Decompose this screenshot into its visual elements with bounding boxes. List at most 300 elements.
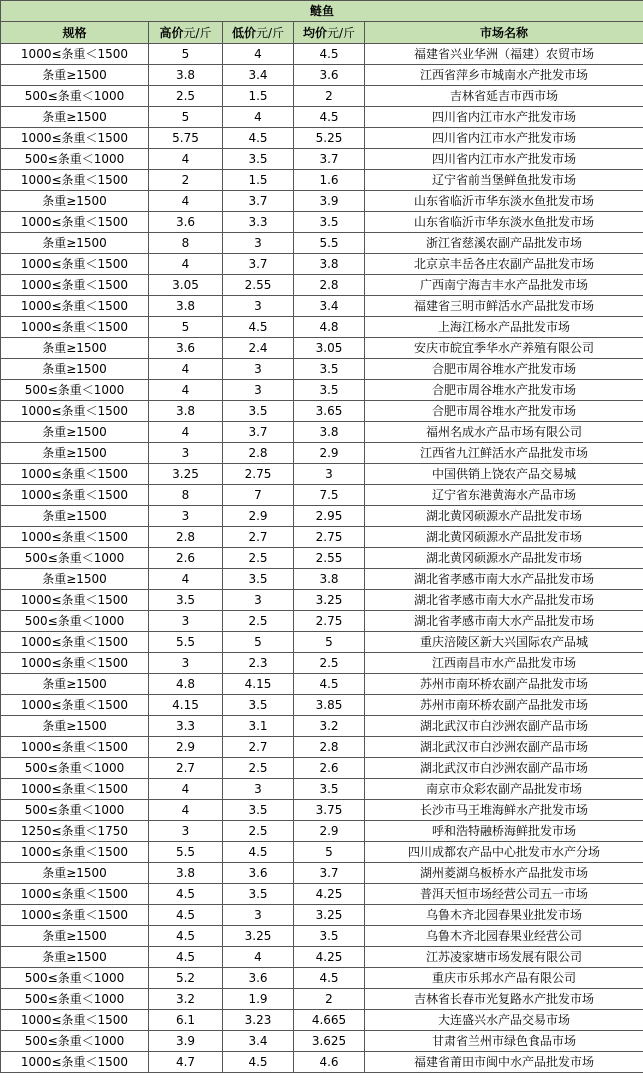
table-row bbox=[1, 632, 643, 653]
low-price-cell: 2.8 bbox=[223, 443, 294, 464]
low-price-cell: 3 bbox=[223, 905, 294, 926]
table-row bbox=[1, 1010, 643, 1031]
table-row bbox=[1, 779, 643, 800]
avg-price-cell: 2.75 bbox=[294, 611, 365, 632]
table-row bbox=[1, 401, 643, 422]
high-price-cell: 4.7 bbox=[149, 1052, 223, 1073]
low-price-cell: 3 bbox=[223, 380, 294, 401]
avg-price-cell: 3.5 bbox=[294, 380, 365, 401]
high-price-cell: 3.8 bbox=[149, 401, 223, 422]
low-price-cell: 2.4 bbox=[223, 338, 294, 359]
avg-price-cell: 4.5 bbox=[294, 674, 365, 695]
table-row bbox=[1, 611, 643, 632]
market-name-cell: 湖州菱湖乌板桥水产品批发市场 bbox=[365, 863, 643, 884]
market-name-cell: 四川省内江市水产批发市场 bbox=[365, 107, 643, 128]
avg-price-cell: 2 bbox=[294, 989, 365, 1010]
header-avg-label: 均价 bbox=[302, 25, 327, 40]
market-name-cell: 湖北省孝感市南大水产品批发市场 bbox=[365, 569, 643, 590]
high-price-cell: 4.5 bbox=[149, 884, 223, 905]
market-name-cell: 湖北黄冈硕源水产品批发市场 bbox=[365, 506, 643, 527]
market-name-cell: 山东省临沂市华东淡水鱼批发市场 bbox=[365, 191, 643, 212]
spec-cell: 条重≥1500 bbox=[1, 191, 149, 212]
table-row bbox=[1, 653, 643, 674]
table-row bbox=[1, 485, 643, 506]
market-name-cell: 安庆市皖宜季华水产养殖有限公司 bbox=[365, 338, 643, 359]
avg-price-cell: 3.05 bbox=[294, 338, 365, 359]
low-price-cell: 3.7 bbox=[223, 191, 294, 212]
low-price-cell: 2.5 bbox=[223, 611, 294, 632]
market-name-cell: 福建省兴业华洲（福建）农贸市场 bbox=[365, 44, 643, 65]
avg-price-cell: 3.75 bbox=[294, 800, 365, 821]
low-price-cell: 3.25 bbox=[223, 926, 294, 947]
avg-price-cell: 2.9 bbox=[294, 821, 365, 842]
table-row bbox=[1, 1052, 643, 1073]
avg-price-cell: 7.5 bbox=[294, 485, 365, 506]
high-price-cell: 4.8 bbox=[149, 674, 223, 695]
avg-price-cell: 2 bbox=[294, 86, 365, 107]
spec-cell: 1000≤条重＜1500 bbox=[1, 737, 149, 758]
high-price-cell: 3.8 bbox=[149, 863, 223, 884]
high-price-cell: 3.25 bbox=[149, 464, 223, 485]
spec-cell: 1000≤条重＜1500 bbox=[1, 590, 149, 611]
low-price-cell: 4 bbox=[223, 107, 294, 128]
market-name-cell: 南京市众彩农副产品批发市场 bbox=[365, 779, 643, 800]
header-high-label: 高价 bbox=[159, 25, 184, 40]
table-row bbox=[1, 86, 643, 107]
avg-price-cell: 5.25 bbox=[294, 128, 365, 149]
low-price-cell: 3.5 bbox=[223, 401, 294, 422]
avg-price-cell: 2.95 bbox=[294, 506, 365, 527]
header-avg bbox=[294, 22, 365, 44]
high-price-cell: 3.5 bbox=[149, 590, 223, 611]
spec-cell: 1000≤条重＜1500 bbox=[1, 653, 149, 674]
high-price-cell: 4.5 bbox=[149, 905, 223, 926]
table-row bbox=[1, 296, 643, 317]
table-row bbox=[1, 338, 643, 359]
spec-cell: 条重≥1500 bbox=[1, 107, 149, 128]
high-price-cell: 2.7 bbox=[149, 758, 223, 779]
market-name-cell: 中国供销上饶农产品交易城 bbox=[365, 464, 643, 485]
spec-cell: 1000≤条重＜1500 bbox=[1, 44, 149, 65]
low-price-cell: 2.75 bbox=[223, 464, 294, 485]
high-price-cell: 5 bbox=[149, 317, 223, 338]
market-name-cell: 湖北武汉市白沙洲农副产品市场 bbox=[365, 716, 643, 737]
table-row bbox=[1, 884, 643, 905]
spec-cell: 1000≤条重＜1500 bbox=[1, 884, 149, 905]
high-price-cell: 3 bbox=[149, 653, 223, 674]
avg-price-cell: 4.5 bbox=[294, 968, 365, 989]
market-name-cell: 四川省内江市水产批发市场 bbox=[365, 128, 643, 149]
avg-price-cell: 5 bbox=[294, 842, 365, 863]
table-row bbox=[1, 821, 643, 842]
table-row bbox=[1, 569, 643, 590]
market-name-cell: 辽宁省东港黄海水产品市场 bbox=[365, 485, 643, 506]
spec-cell: 500≤条重＜1000 bbox=[1, 611, 149, 632]
low-price-cell: 2.7 bbox=[223, 737, 294, 758]
market-name-cell: 湖北省孝感市南大水产品批发市场 bbox=[365, 611, 643, 632]
low-price-cell: 7 bbox=[223, 485, 294, 506]
table-row bbox=[1, 800, 643, 821]
spec-cell: 条重≥1500 bbox=[1, 359, 149, 380]
table-row bbox=[1, 359, 643, 380]
high-price-cell: 4 bbox=[149, 422, 223, 443]
avg-price-cell: 4.8 bbox=[294, 317, 365, 338]
market-name-cell: 呼和浩特融桥海鲜批发市场 bbox=[365, 821, 643, 842]
header-high-unit: 元/斤 bbox=[183, 25, 212, 40]
spec-cell: 500≤条重＜1000 bbox=[1, 149, 149, 170]
low-price-cell: 3 bbox=[223, 779, 294, 800]
avg-price-cell: 2.5 bbox=[294, 653, 365, 674]
table-row bbox=[1, 695, 643, 716]
spec-cell: 1000≤条重＜1500 bbox=[1, 170, 149, 191]
low-price-cell: 3 bbox=[223, 233, 294, 254]
spec-cell: 1000≤条重＜1500 bbox=[1, 275, 149, 296]
spec-cell: 条重≥1500 bbox=[1, 422, 149, 443]
high-price-cell: 3.8 bbox=[149, 65, 223, 86]
spec-cell: 条重≥1500 bbox=[1, 926, 149, 947]
avg-price-cell: 3.9 bbox=[294, 191, 365, 212]
spec-cell: 500≤条重＜1000 bbox=[1, 548, 149, 569]
table-row bbox=[1, 926, 643, 947]
avg-price-cell: 3.2 bbox=[294, 716, 365, 737]
market-name-cell: 江西省萍乡市城南水产批发市场 bbox=[365, 65, 643, 86]
market-name-cell: 湖北武汉市白沙洲农副产品市场 bbox=[365, 737, 643, 758]
spec-cell: 条重≥1500 bbox=[1, 716, 149, 737]
market-name-cell: 普洱天恒市场经营公司五一市场 bbox=[365, 884, 643, 905]
low-price-cell: 2.5 bbox=[223, 548, 294, 569]
table-row bbox=[1, 716, 643, 737]
spec-cell: 500≤条重＜1000 bbox=[1, 758, 149, 779]
high-price-cell: 4.5 bbox=[149, 947, 223, 968]
header-low-unit: 元/斤 bbox=[255, 25, 285, 40]
low-price-cell: 3.7 bbox=[223, 422, 294, 443]
spec-cell: 1000≤条重＜1500 bbox=[1, 212, 149, 233]
spec-cell: 条重≥1500 bbox=[1, 947, 149, 968]
avg-price-cell: 1.6 bbox=[294, 170, 365, 191]
low-price-cell: 3.5 bbox=[223, 569, 294, 590]
table-body bbox=[1, 44, 643, 1073]
high-price-cell: 2.5 bbox=[149, 86, 223, 107]
spec-cell: 1000≤条重＜1500 bbox=[1, 401, 149, 422]
table-row bbox=[1, 968, 643, 989]
market-name-cell: 苏州市南环桥农副产品批发市场 bbox=[365, 695, 643, 716]
header-low bbox=[223, 22, 294, 44]
high-price-cell: 3.8 bbox=[149, 296, 223, 317]
avg-price-cell: 3.25 bbox=[294, 590, 365, 611]
table-row bbox=[1, 737, 643, 758]
market-name-cell: 北京京丰岳各庄农副产品批发市场 bbox=[365, 254, 643, 275]
low-price-cell: 4 bbox=[223, 947, 294, 968]
avg-price-cell: 3.8 bbox=[294, 422, 365, 443]
avg-price-cell: 3.4 bbox=[294, 296, 365, 317]
header-spec: 规格 bbox=[1, 22, 149, 44]
low-price-cell: 4.5 bbox=[223, 842, 294, 863]
table-row bbox=[1, 464, 643, 485]
market-name-cell: 乌鲁木齐北园春果业批发市场 bbox=[365, 905, 643, 926]
avg-price-cell: 2.55 bbox=[294, 548, 365, 569]
market-name-cell: 辽宁省前当堡鲜鱼批发市场 bbox=[365, 170, 643, 191]
avg-price-cell: 4.25 bbox=[294, 947, 365, 968]
market-name-cell: 湖北黄冈硕源水产品批发市场 bbox=[365, 527, 643, 548]
high-price-cell: 8 bbox=[149, 485, 223, 506]
avg-price-cell: 3.625 bbox=[294, 1031, 365, 1052]
market-name-cell: 江苏凌家塘市场发展有限公司 bbox=[365, 947, 643, 968]
low-price-cell: 2.55 bbox=[223, 275, 294, 296]
table-row bbox=[1, 758, 643, 779]
table-row bbox=[1, 590, 643, 611]
market-name-cell: 福州名成水产品市场有限公司 bbox=[365, 422, 643, 443]
table-row bbox=[1, 254, 643, 275]
header-low-label: 低价 bbox=[231, 25, 256, 40]
avg-price-cell: 3.25 bbox=[294, 905, 365, 926]
high-price-cell: 4.15 bbox=[149, 695, 223, 716]
avg-price-cell: 3.65 bbox=[294, 401, 365, 422]
high-price-cell: 3 bbox=[149, 821, 223, 842]
high-price-cell: 2.6 bbox=[149, 548, 223, 569]
low-price-cell: 3.5 bbox=[223, 149, 294, 170]
market-name-cell: 甘肃省兰州市绿色食品市场 bbox=[365, 1031, 643, 1052]
high-price-cell: 4 bbox=[149, 359, 223, 380]
table-row bbox=[1, 65, 643, 86]
market-name-cell: 乌鲁木齐北园春果业经营公司 bbox=[365, 926, 643, 947]
high-price-cell: 3.6 bbox=[149, 338, 223, 359]
high-price-cell: 3.2 bbox=[149, 989, 223, 1010]
low-price-cell: 4.5 bbox=[223, 317, 294, 338]
market-name-cell: 湖北省孝感市南大水产品批发市场 bbox=[365, 590, 643, 611]
market-name-cell: 浙江省慈溪农副产品批发市场 bbox=[365, 233, 643, 254]
high-price-cell: 4 bbox=[149, 149, 223, 170]
market-name-cell: 上海江杨水产品批发市场 bbox=[365, 317, 643, 338]
table-row bbox=[1, 506, 643, 527]
table-row bbox=[1, 1031, 643, 1052]
spec-cell: 1000≤条重＜1500 bbox=[1, 779, 149, 800]
table-row bbox=[1, 842, 643, 863]
market-name-cell: 江西南昌市水产品批发市场 bbox=[365, 653, 643, 674]
market-name-cell: 广西南宁海吉丰水产品批发市场 bbox=[365, 275, 643, 296]
avg-price-cell: 2.6 bbox=[294, 758, 365, 779]
market-name-cell: 江西省九江鲜活水产品批发市场 bbox=[365, 443, 643, 464]
avg-price-cell: 3.8 bbox=[294, 254, 365, 275]
high-price-cell: 4 bbox=[149, 380, 223, 401]
low-price-cell: 4 bbox=[223, 44, 294, 65]
low-price-cell: 3 bbox=[223, 359, 294, 380]
table-row bbox=[1, 212, 643, 233]
market-name-cell: 合肥市周谷堆水产批发市场 bbox=[365, 401, 643, 422]
avg-price-cell: 2.9 bbox=[294, 443, 365, 464]
spec-cell: 条重≥1500 bbox=[1, 233, 149, 254]
market-name-cell: 四川省内江市水产批发市场 bbox=[365, 149, 643, 170]
low-price-cell: 3.3 bbox=[223, 212, 294, 233]
spec-cell: 1250≤条重＜1750 bbox=[1, 821, 149, 842]
high-price-cell: 3.6 bbox=[149, 212, 223, 233]
spec-cell: 条重≥1500 bbox=[1, 506, 149, 527]
low-price-cell: 3 bbox=[223, 296, 294, 317]
table-row bbox=[1, 233, 643, 254]
spec-cell: 500≤条重＜1000 bbox=[1, 800, 149, 821]
low-price-cell: 1.9 bbox=[223, 989, 294, 1010]
avg-price-cell: 4.25 bbox=[294, 884, 365, 905]
market-name-cell: 重庆涪陵区新大兴国际农产品城 bbox=[365, 632, 643, 653]
spec-cell: 条重≥1500 bbox=[1, 674, 149, 695]
table-row bbox=[1, 170, 643, 191]
avg-price-cell: 3.6 bbox=[294, 65, 365, 86]
high-price-cell: 3.3 bbox=[149, 716, 223, 737]
market-name-cell: 福建省三明市鲜活水产品批发市场 bbox=[365, 296, 643, 317]
high-price-cell: 4 bbox=[149, 254, 223, 275]
low-price-cell: 2.5 bbox=[223, 821, 294, 842]
low-price-cell: 4.5 bbox=[223, 128, 294, 149]
high-price-cell: 5 bbox=[149, 107, 223, 128]
low-price-cell: 3.1 bbox=[223, 716, 294, 737]
high-price-cell: 5.75 bbox=[149, 128, 223, 149]
table-row bbox=[1, 380, 643, 401]
low-price-cell: 3.5 bbox=[223, 800, 294, 821]
table-header-row bbox=[1, 22, 643, 44]
market-name-cell: 福建省莆田市闽中水产品批发市场 bbox=[365, 1052, 643, 1073]
table-row bbox=[1, 191, 643, 212]
low-price-cell: 1.5 bbox=[223, 86, 294, 107]
low-price-cell: 3.6 bbox=[223, 968, 294, 989]
high-price-cell: 3 bbox=[149, 611, 223, 632]
table-row bbox=[1, 149, 643, 170]
low-price-cell: 2.3 bbox=[223, 653, 294, 674]
low-price-cell: 3.4 bbox=[223, 65, 294, 86]
low-price-cell: 4.15 bbox=[223, 674, 294, 695]
low-price-cell: 2.9 bbox=[223, 506, 294, 527]
spec-cell: 条重≥1500 bbox=[1, 863, 149, 884]
avg-price-cell: 3.8 bbox=[294, 569, 365, 590]
high-price-cell: 3 bbox=[149, 443, 223, 464]
avg-price-cell: 2.8 bbox=[294, 275, 365, 296]
spec-cell: 1000≤条重＜1500 bbox=[1, 695, 149, 716]
low-price-cell: 4.5 bbox=[223, 1052, 294, 1073]
table-row bbox=[1, 275, 643, 296]
high-price-cell: 4.5 bbox=[149, 926, 223, 947]
avg-price-cell: 3 bbox=[294, 464, 365, 485]
spec-cell: 条重≥1500 bbox=[1, 443, 149, 464]
high-price-cell: 8 bbox=[149, 233, 223, 254]
spec-cell: 1000≤条重＜1500 bbox=[1, 296, 149, 317]
spec-cell: 条重≥1500 bbox=[1, 569, 149, 590]
spec-cell: 500≤条重＜1000 bbox=[1, 968, 149, 989]
market-name-cell: 四川成都农产品中心批发市水产分场 bbox=[365, 842, 643, 863]
avg-price-cell: 3.5 bbox=[294, 212, 365, 233]
spec-cell: 条重≥1500 bbox=[1, 65, 149, 86]
table-row bbox=[1, 422, 643, 443]
spec-cell: 500≤条重＜1000 bbox=[1, 989, 149, 1010]
low-price-cell: 2.5 bbox=[223, 758, 294, 779]
market-name-cell: 合肥市周谷堆水产批发市场 bbox=[365, 380, 643, 401]
spec-cell: 1000≤条重＜1500 bbox=[1, 254, 149, 275]
header-high bbox=[149, 22, 223, 44]
spec-cell: 1000≤条重＜1500 bbox=[1, 1010, 149, 1031]
table-title-row bbox=[1, 1, 643, 22]
table-row bbox=[1, 128, 643, 149]
avg-price-cell: 5 bbox=[294, 632, 365, 653]
high-price-cell: 3 bbox=[149, 506, 223, 527]
table-row bbox=[1, 863, 643, 884]
high-price-cell: 5.2 bbox=[149, 968, 223, 989]
low-price-cell: 3.7 bbox=[223, 254, 294, 275]
spec-cell: 1000≤条重＜1500 bbox=[1, 905, 149, 926]
high-price-cell: 2 bbox=[149, 170, 223, 191]
spec-cell: 500≤条重＜1000 bbox=[1, 86, 149, 107]
market-name-cell: 长沙市马王堆海鲜水产批发市场 bbox=[365, 800, 643, 821]
spec-cell: 条重≥1500 bbox=[1, 338, 149, 359]
table-title: 鲢鱼 bbox=[1, 1, 643, 22]
table-row bbox=[1, 443, 643, 464]
high-price-cell: 4 bbox=[149, 779, 223, 800]
market-name-cell: 重庆市乐邦水产品有限公司 bbox=[365, 968, 643, 989]
low-price-cell: 1.5 bbox=[223, 170, 294, 191]
table-row bbox=[1, 44, 643, 65]
avg-price-cell: 4.5 bbox=[294, 107, 365, 128]
table-row bbox=[1, 527, 643, 548]
high-price-cell: 5.5 bbox=[149, 632, 223, 653]
market-name-cell: 合肥市周谷堆水产批发市场 bbox=[365, 359, 643, 380]
high-price-cell: 4 bbox=[149, 569, 223, 590]
spec-cell: 1000≤条重＜1500 bbox=[1, 527, 149, 548]
high-price-cell: 2.9 bbox=[149, 737, 223, 758]
avg-price-cell: 3.7 bbox=[294, 149, 365, 170]
high-price-cell: 3.9 bbox=[149, 1031, 223, 1052]
spec-cell: 1000≤条重＜1500 bbox=[1, 1052, 149, 1073]
market-name-cell: 吉林省延吉市西市场 bbox=[365, 86, 643, 107]
table-row bbox=[1, 905, 643, 926]
table-row bbox=[1, 989, 643, 1010]
avg-price-cell: 2.75 bbox=[294, 527, 365, 548]
spec-cell: 1000≤条重＜1500 bbox=[1, 842, 149, 863]
header-market: 市场名称 bbox=[365, 22, 643, 44]
low-price-cell: 3.6 bbox=[223, 863, 294, 884]
spec-cell: 1000≤条重＜1500 bbox=[1, 485, 149, 506]
low-price-cell: 3.23 bbox=[223, 1010, 294, 1031]
market-name-cell: 湖北黄冈硕源水产品批发市场 bbox=[365, 548, 643, 569]
market-name-cell: 苏州市南环桥农副产品批发市场 bbox=[365, 674, 643, 695]
low-price-cell: 5 bbox=[223, 632, 294, 653]
low-price-cell: 3.5 bbox=[223, 884, 294, 905]
avg-price-cell: 3.5 bbox=[294, 779, 365, 800]
high-price-cell: 4 bbox=[149, 191, 223, 212]
header-avg-unit: 元/斤 bbox=[326, 25, 356, 40]
avg-price-cell: 4.6 bbox=[294, 1052, 365, 1073]
spec-cell: 1000≤条重＜1500 bbox=[1, 317, 149, 338]
spec-cell: 1000≤条重＜1500 bbox=[1, 464, 149, 485]
market-name-cell: 大连盛兴水产品交易市场 bbox=[365, 1010, 643, 1031]
high-price-cell: 3.05 bbox=[149, 275, 223, 296]
low-price-cell: 2.7 bbox=[223, 527, 294, 548]
table-row bbox=[1, 548, 643, 569]
low-price-cell: 3.4 bbox=[223, 1031, 294, 1052]
spec-cell: 1000≤条重＜1500 bbox=[1, 128, 149, 149]
avg-price-cell: 3.85 bbox=[294, 695, 365, 716]
table-row bbox=[1, 317, 643, 338]
high-price-cell: 2.8 bbox=[149, 527, 223, 548]
avg-price-cell: 4.5 bbox=[294, 44, 365, 65]
avg-price-cell: 3.5 bbox=[294, 926, 365, 947]
avg-price-cell: 4.665 bbox=[294, 1010, 365, 1031]
low-price-cell: 3.5 bbox=[223, 695, 294, 716]
table-row bbox=[1, 107, 643, 128]
spec-cell: 500≤条重＜1000 bbox=[1, 380, 149, 401]
table-row bbox=[1, 674, 643, 695]
high-price-cell: 5.5 bbox=[149, 842, 223, 863]
low-price-cell: 3 bbox=[223, 590, 294, 611]
spec-cell: 500≤条重＜1000 bbox=[1, 1031, 149, 1052]
high-price-cell: 5 bbox=[149, 44, 223, 65]
avg-price-cell: 2.8 bbox=[294, 737, 365, 758]
avg-price-cell: 3.5 bbox=[294, 359, 365, 380]
